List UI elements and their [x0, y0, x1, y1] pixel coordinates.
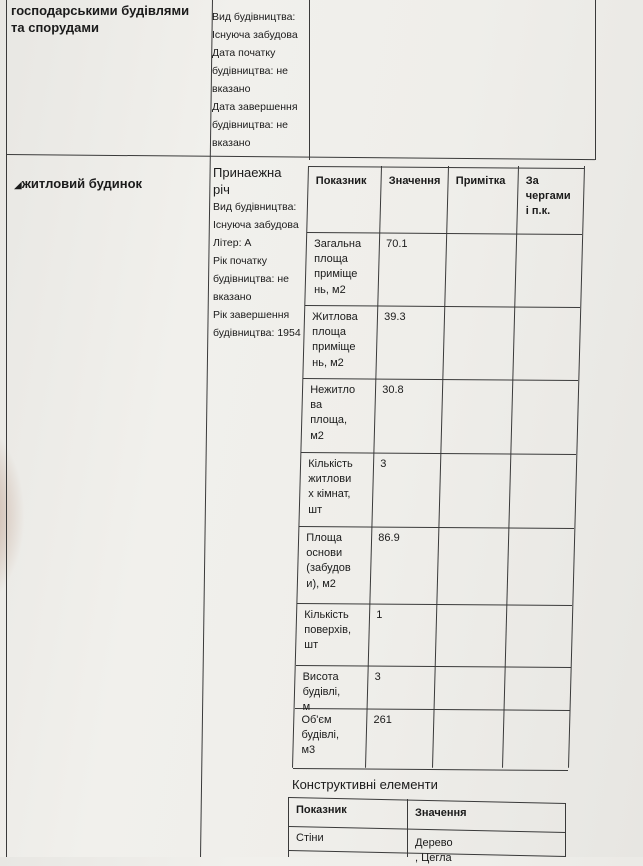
indicators-label-cell: Об'єм будівлі, м3: [301, 714, 340, 757]
structural-value-cell: Дерево , Цегла: [415, 837, 453, 865]
indicators-row-line: [309, 166, 584, 169]
indicators-label-cell: Загальна площа приміще нь, м2: [314, 238, 362, 296]
structural-col-line: [288, 797, 289, 857]
structural-label-cell: Стіни: [296, 832, 324, 844]
indicators-value-cell: 3: [374, 671, 381, 683]
belonging-thing-title: Принаежна річ: [213, 165, 282, 198]
structural-elements-title: Конструктивні елементи: [292, 777, 438, 792]
indicators-row-line: [297, 603, 572, 606]
indicators-label-cell: Кількість житлови х кімнат, шт: [308, 458, 353, 516]
residential-building-label: житловий будинок: [21, 176, 143, 192]
outer-right-border: [595, 0, 596, 160]
indicators-label-cell: Нежитло ва площа, м2: [310, 384, 356, 442]
indicators-header-cell: Показник: [315, 175, 367, 187]
indicators-value-cell: 39.3: [384, 311, 406, 323]
structural-col-line: [407, 799, 408, 857]
outer-left-border: [6, 0, 7, 857]
indicators-value-cell: 30.8: [382, 384, 404, 396]
indicators-label-cell: Кількість поверхів, шт: [304, 609, 351, 652]
residential-building-name: [14, 158, 142, 192]
indicators-row-line: [303, 378, 578, 381]
indicators-value-cell: 1: [376, 609, 383, 621]
structural-row-line: [289, 826, 566, 833]
outer-col-divider-2: [309, 0, 310, 160]
indicators-row-line: [305, 305, 580, 308]
indicators-label-cell: Висота будівлі, м: [302, 671, 341, 714]
indicators-value-cell: 70.1: [386, 238, 408, 250]
indicators-row-line: [301, 452, 576, 455]
indicators-col-line: [568, 166, 585, 768]
indicators-row-line: [293, 768, 568, 771]
indicators-value-cell: 261: [373, 714, 392, 726]
indicators-label-cell: Житлова площа приміще нь, м2: [312, 311, 358, 369]
indicators-row-line: [296, 665, 571, 668]
indicators-row-line: [299, 526, 574, 529]
indicators-header-cell: Значення: [388, 175, 441, 187]
finger-shadow: [0, 420, 25, 610]
residential-building-details: Вид будівництва: Існуюча забудова Літер: А Рік початку будівництва: не вказано Рік завершення будівництва: 1954: [213, 201, 301, 340]
indicators-value-cell: 3: [380, 458, 387, 470]
structural-col-line: [565, 803, 566, 857]
structural-header-cell: Значення: [415, 807, 467, 819]
indicators-row-line: [307, 232, 582, 235]
indicators-value-cell: 86.9: [378, 532, 400, 544]
outbuildings-details: Вид будівництва: Існуюча забудова Дата початку будівництва: не вказано Дата завершення будівництва: не вказано: [212, 11, 298, 150]
indicators-col-line: [502, 166, 519, 768]
indicators-col-line: [432, 166, 449, 768]
indicators-label-cell: Площа основи (забудов и), м2: [306, 532, 351, 590]
expand-arrow-icon[interactable]: ◢: [14, 180, 22, 192]
outbuildings-name: господарськими будівлями та спорудами: [11, 3, 190, 36]
indicators-header-cell: Примітка: [455, 175, 506, 187]
structural-header-cell: Показник: [296, 804, 347, 816]
indicators-header-cell: За чергами і п.к.: [525, 175, 571, 218]
